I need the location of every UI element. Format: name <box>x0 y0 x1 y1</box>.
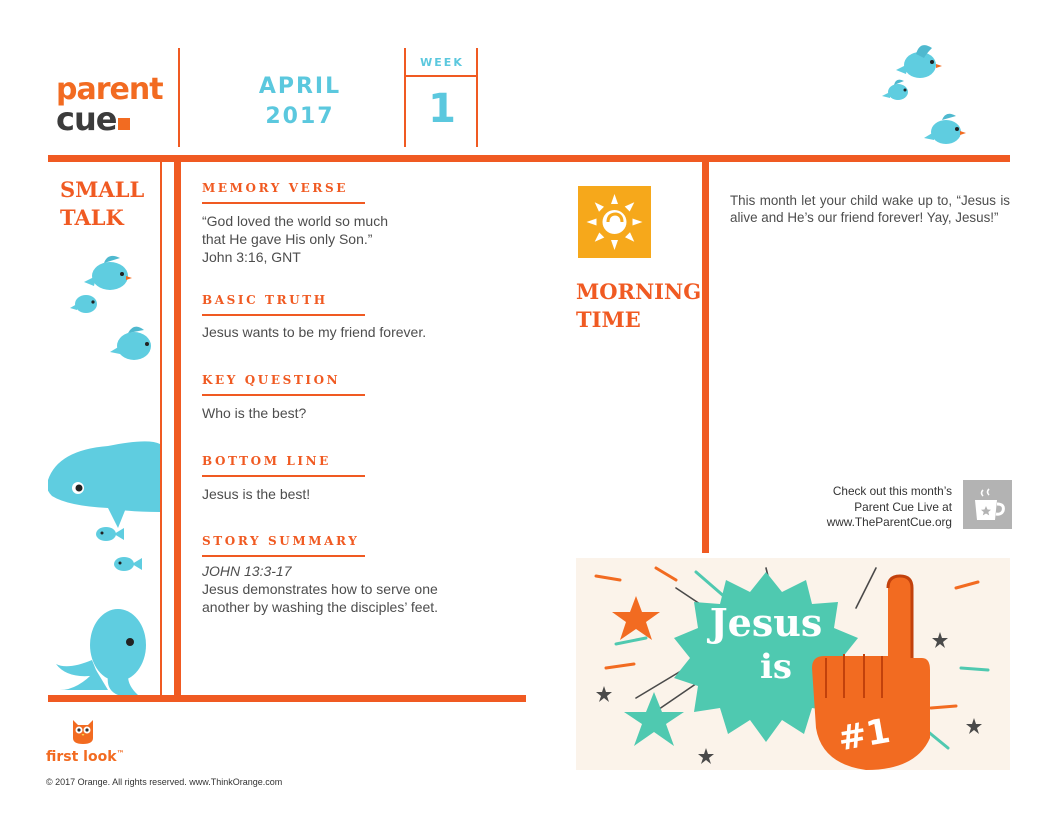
sun-icon-graphic <box>578 186 651 258</box>
star-icon <box>612 596 660 640</box>
morning-time-text: This month let your child wake up to, “Jesus is alive and He’s our friend forever! Yay, Jesus!” <box>730 193 1010 225</box>
first-look-text: first look <box>46 749 117 765</box>
dolphin-icon <box>48 441 160 528</box>
first-look-logo <box>46 749 125 765</box>
bird-icon <box>84 256 132 290</box>
week-label: WEEK <box>420 56 464 69</box>
week-number: 1 <box>428 86 456 132</box>
morning-time-line-1: MORNING <box>576 279 702 304</box>
owl-icon <box>70 716 96 746</box>
coffee-cup-graphic <box>963 480 1012 529</box>
octopus-icon <box>56 609 146 695</box>
memory-verse-text <box>202 212 388 266</box>
bottom-line-text: Jesus is the best! <box>202 486 311 502</box>
small-talk-line-1: SMALL <box>60 177 145 202</box>
trademark-mark: ™ <box>116 749 125 758</box>
small-talk-heading <box>60 176 144 232</box>
story-summary-text <box>202 562 438 616</box>
basic-truth-text: Jesus wants to be my friend forever. <box>202 324 427 340</box>
sun-icon <box>578 186 651 258</box>
copyright-notice: © 2017 Orange. All rights reserved. www.ThinkOrange.com <box>46 777 283 787</box>
memory-verse-line-2: that He gave His only Son.” <box>202 231 373 247</box>
small-talk-divider <box>160 162 162 695</box>
year-text: 2017 <box>265 104 335 129</box>
parent-cue-live-text <box>770 484 952 531</box>
sea-creatures-illustration <box>48 250 160 695</box>
bottom-frame-bar <box>48 695 526 702</box>
star-icon <box>624 692 684 746</box>
morning-time-line-2: TIME <box>576 307 641 332</box>
story-summary-title: STORY SUMMARY <box>202 534 360 548</box>
header-divider-1 <box>178 48 180 147</box>
week-rule <box>404 75 477 77</box>
bottom-line-title: BOTTOM LINE <box>202 454 331 468</box>
right-column-bar <box>702 155 709 553</box>
bird-icon <box>882 80 908 100</box>
coffee-cup-icon <box>963 480 1012 529</box>
header-birds-illustration <box>880 40 980 152</box>
top-frame-bar <box>48 155 1010 162</box>
left-column-bar <box>174 155 181 695</box>
basic-truth-rule <box>202 314 365 316</box>
parent-cue-live-line-2: Parent Cue Live at <box>854 499 952 514</box>
small-talk-line-2: TALK <box>60 205 124 230</box>
key-question-title: KEY QUESTION <box>202 373 341 387</box>
graphic-word-jesus: Jesus <box>709 600 823 645</box>
fish-icon <box>96 527 124 541</box>
morning-time-heading <box>576 278 701 334</box>
memory-verse-rule <box>202 202 365 204</box>
story-summary-line-2: another by washing the disciples’ feet. <box>202 599 439 615</box>
story-summary-reference: JOHN 13:3-17 <box>202 563 292 579</box>
graphic-artwork <box>576 558 1010 770</box>
story-summary-rule <box>202 555 365 557</box>
memory-verse-reference: John 3:16, GNT <box>202 249 301 265</box>
graphic-word-is: is <box>759 647 793 687</box>
month-text: APRIL <box>258 74 342 99</box>
jesus-is-number-one-graphic <box>576 558 1010 770</box>
memory-verse-title: MEMORY VERSE <box>202 181 348 195</box>
graphic-badge-number-one: #1 <box>834 710 894 760</box>
bird-icon <box>924 114 966 144</box>
logo-line-2 <box>56 100 168 138</box>
parent-cue-logo <box>56 72 168 138</box>
logo-line-1: parent <box>56 72 163 107</box>
month-year <box>250 72 350 132</box>
fish-icon <box>114 557 142 571</box>
bird-icon <box>110 327 151 360</box>
parent-cue-live-url[interactable]: www.TheParentCue.org <box>826 515 952 529</box>
memory-verse-line-1: “God loved the world so much <box>202 213 388 229</box>
parent-cue-live-line-1: Check out this month’s <box>832 484 952 498</box>
bottom-line-rule <box>202 475 365 477</box>
key-question-rule <box>202 394 365 396</box>
key-question-text: Who is the best? <box>202 405 307 421</box>
logo-cue-text: cue <box>56 100 117 138</box>
basic-truth-title: BASIC TRUTH <box>202 293 328 307</box>
logo-dot <box>118 118 130 130</box>
bird-icon <box>70 295 97 313</box>
bird-icon <box>896 45 942 78</box>
story-summary-line-1: Jesus demonstrates how to serve one <box>202 581 438 597</box>
